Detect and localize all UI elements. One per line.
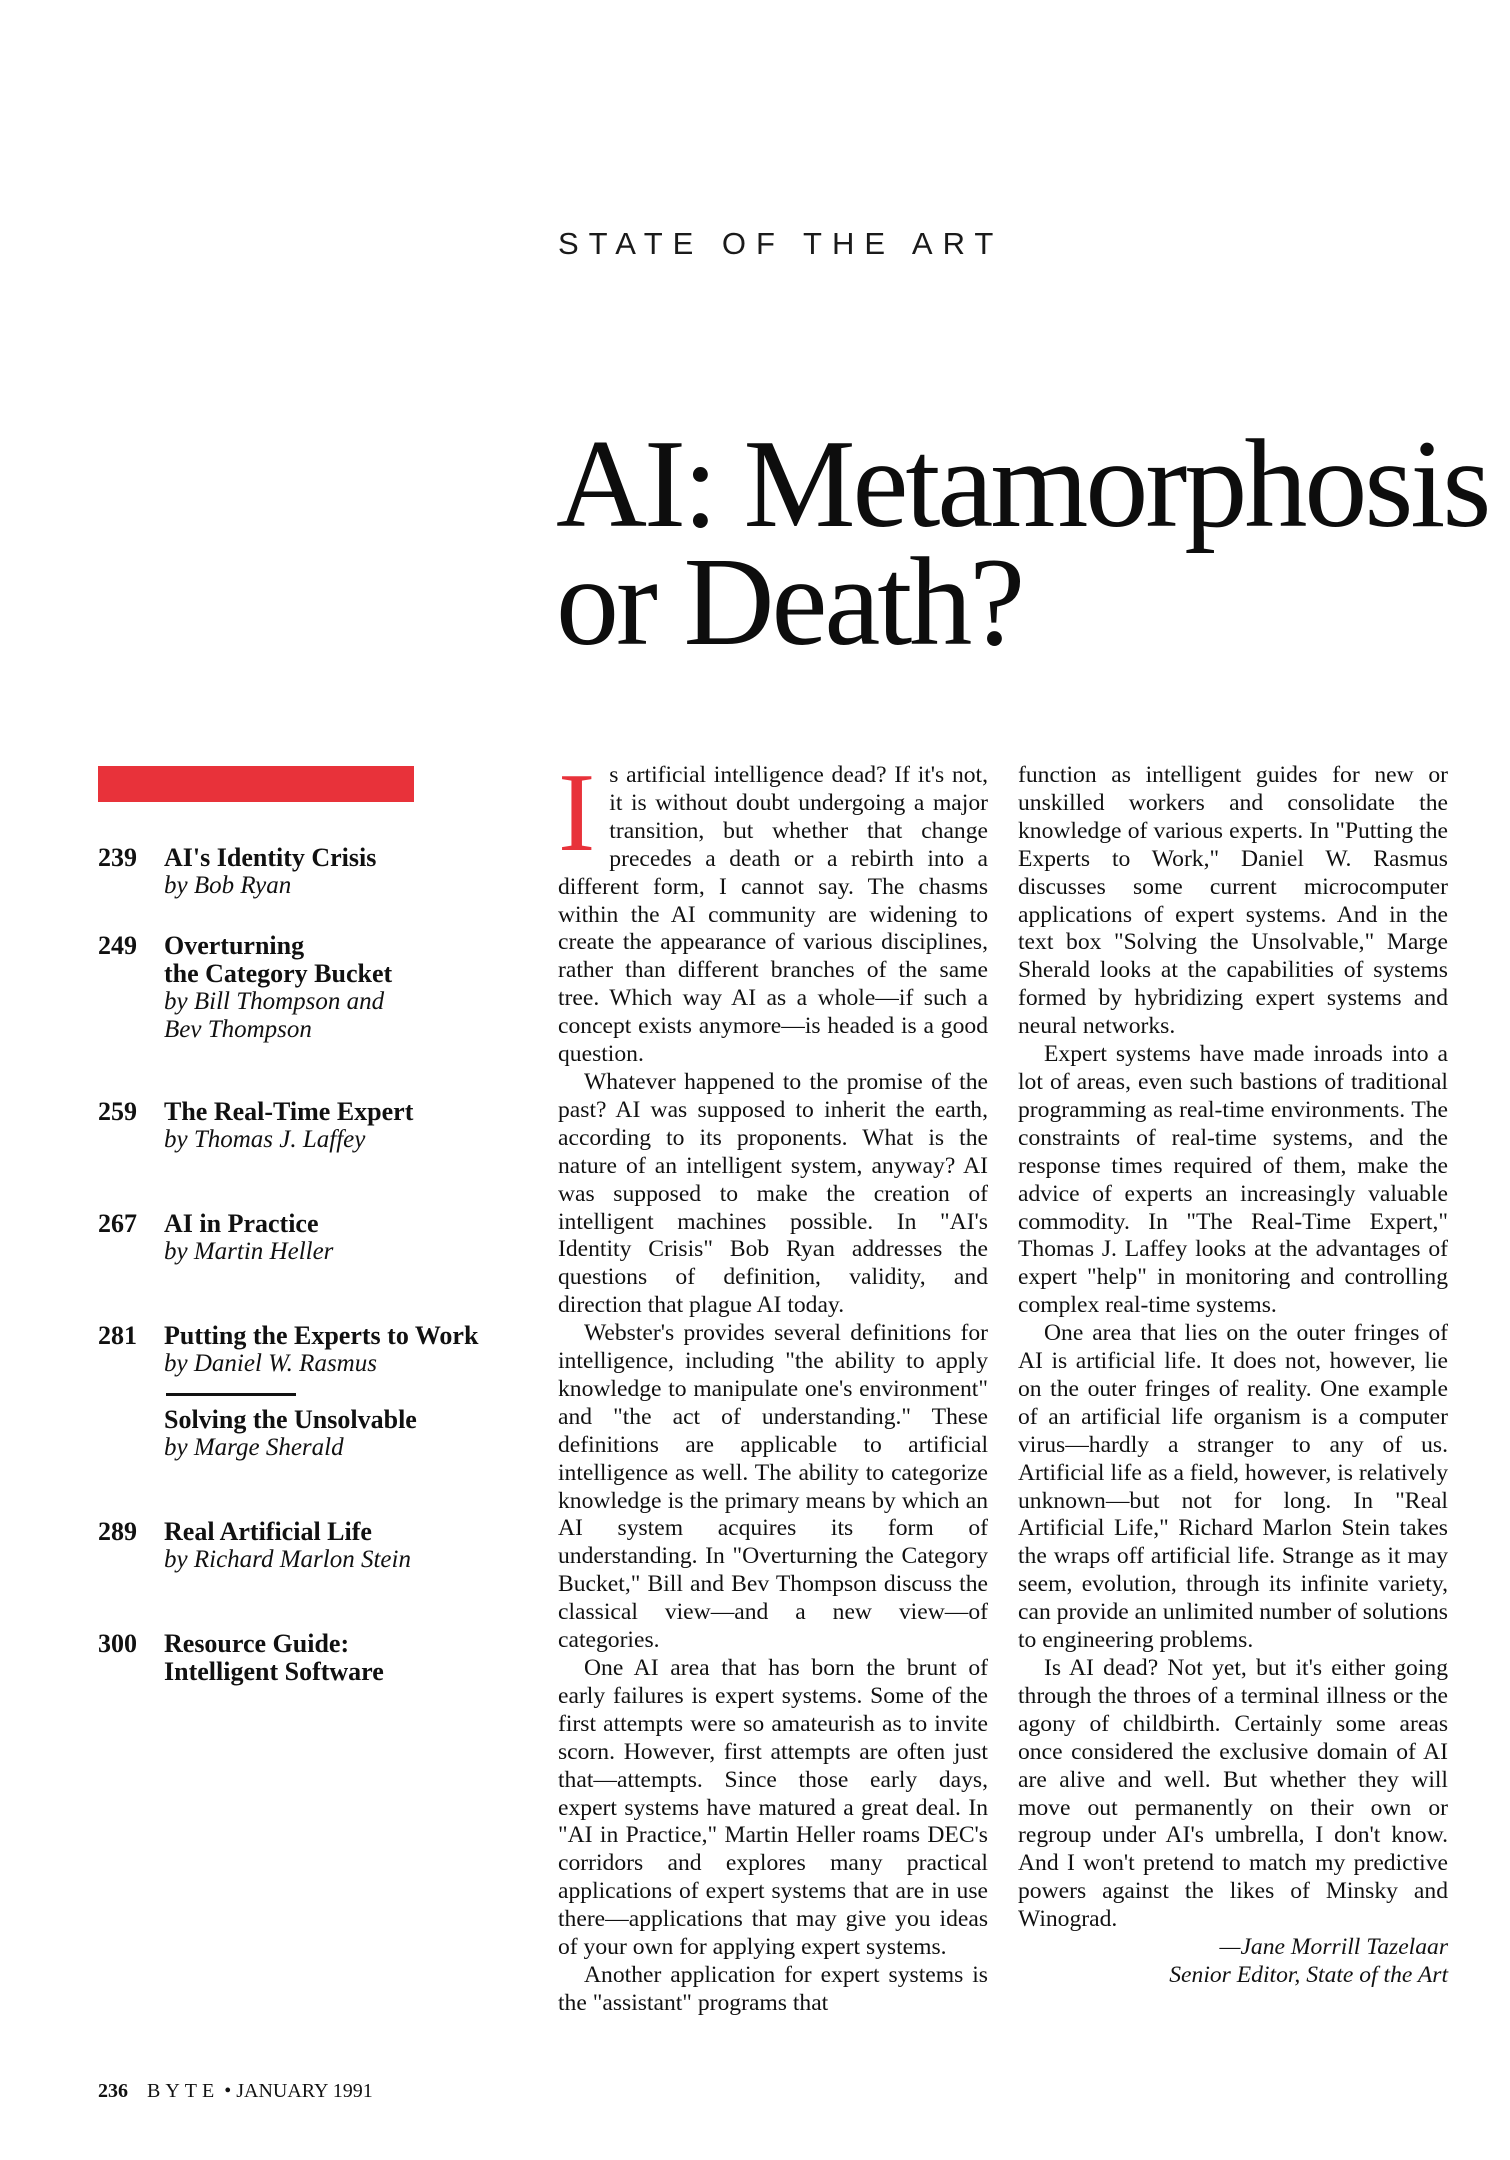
toc-title-line: Real Artificial Life <box>164 1517 372 1546</box>
toc-title-line: Intelligent Software <box>164 1657 384 1686</box>
accent-bar <box>98 766 414 802</box>
toc-title-line: Overturning <box>164 931 305 960</box>
footer-page-number: 236 <box>98 2080 128 2102</box>
toc-author-line: by Bill Thompson and <box>164 988 385 1015</box>
toc-title <box>164 844 524 872</box>
section-label: STATE OF THE ART <box>558 226 1004 261</box>
toc-title-line: Putting the Experts to Work <box>164 1321 479 1350</box>
toc-title <box>164 1518 524 1546</box>
paragraph-text: s artificial intelligence dead? If it's not, it is without doubt undergoing a major transition, but whether that change precedes a death or a rebirth into a different form, I cannot say. The chasms within the AI community are widening to create the appearance of various disciplines, rather than different branches of the same tree. Which way AI as a whole—if such a concept exists anymore—is headed is a good question. <box>558 762 988 1068</box>
page-footer <box>98 2080 373 2103</box>
toc-author <box>164 1126 524 1154</box>
toc-page-number: 267 <box>98 1209 137 1238</box>
toc-author <box>164 988 524 1044</box>
headline-line-2: or Death? <box>556 533 1023 672</box>
article-column-1 <box>558 751 988 2018</box>
article-paragraph: Expert systems have made inroads into a lot of areas, even such bastions of traditional programming as real-time environments. The constraints of real-time systems, and the response times required of them, make the advice of experts an increasingly valuable commodity. In "The Real-Time Expert," Thomas J. Laffey looks at the advantages of expert "help" in monitoring and controlling complex real-time systems. <box>1018 1041 1448 1319</box>
toc-page-number: 281 <box>98 1321 137 1350</box>
toc-page-number: 259 <box>98 1097 137 1126</box>
toc-author-line: by Martin Heller <box>164 1238 334 1265</box>
toc-title <box>164 1098 524 1126</box>
toc-title <box>164 1210 524 1238</box>
footer-issue: JANUARY 1991 <box>236 2080 373 2102</box>
toc-author <box>164 1350 524 1378</box>
toc-title <box>164 1630 524 1686</box>
toc-author <box>164 1434 524 1462</box>
article-paragraph <box>558 751 988 1069</box>
signature-name: —Jane Morrill Tazelaar <box>1219 1934 1448 1961</box>
drop-cap: I <box>558 751 596 875</box>
toc-title-line: Solving the Unsolvable <box>164 1405 417 1434</box>
headline-line-1: AI: Metamorphosis <box>556 415 1489 554</box>
article-paragraph: One AI area that has born the brunt of early failures is expert systems. Some of the first attempts were so amateurish as to invite scorn. However, first attempts are often just that—attempts. Since those early days, expert systems have matured a great deal. In "AI in Practice," Martin Heller roams DEC's corridors and explores many practical applications of expert systems that are in use there—applications that may give you ideas of your own for applying expert systems. <box>558 1655 988 1961</box>
toc-divider <box>166 1393 296 1396</box>
toc-title <box>164 1322 524 1350</box>
toc-title-line: The Real-Time Expert <box>164 1097 414 1126</box>
toc-page-number: 289 <box>98 1517 137 1546</box>
toc-author <box>164 872 524 900</box>
toc-title <box>164 1406 524 1434</box>
toc-page-number: 300 <box>98 1629 137 1658</box>
toc-author-line: by Bob Ryan <box>164 872 292 899</box>
footer-magazine: BYTE <box>147 2080 220 2102</box>
article-paragraph: Another application for expert systems is the "assistant" programs that <box>558 1961 988 2016</box>
footer-separator: • <box>224 2080 232 2102</box>
article-paragraph: One area that lies on the outer fringes of AI is artificial life. It does not, however, lie on the outer fringes of reality. One example of an artificial life organism is a computer virus—hardly a stranger to any of us. Artificial life as a field, however, is relatively unknown—but not for long. In "Real Artificial Life," Richard Marlon Stein takes the wraps off artificial life. Strange as it may seem, evolution, through its infinite variety, can provide an unlimited number of solutions to engineering problems. <box>1018 1320 1448 1654</box>
toc-title-line: the Category Bucket <box>164 959 393 988</box>
toc-page-number: 249 <box>98 931 137 960</box>
toc-title <box>164 932 524 988</box>
toc-page-number: 239 <box>98 843 137 872</box>
article-paragraph: function as intelligent guides for new or unskilled workers and consolidate the knowledge of various experts. In "Putting the Experts to Work," Daniel W. Rasmus discusses some current microcomputer applications of expert systems. And in the text box "Solving the Unsolvable," Marge Sherald looks at the capabilities of systems formed by hybridizing expert systems and neural networks. <box>1018 762 1448 1040</box>
signature-role: Senior Editor, State of the Art <box>1169 1961 1448 1988</box>
toc-author-line: by Richard Marlon Stein <box>164 1546 411 1573</box>
article-paragraph: Is AI dead? Not yet, but it's either going through the throes of a terminal illness or the agony of childbirth. Certainly some areas once considered the exclusive domain of AI are alive and well. But whether they will move out permanently on their own or regroup under AI's umbrella, I don't know. And I won't pretend to match my predictive powers against the likes of Minsky and Winograd. <box>1018 1655 1448 1933</box>
toc-author-line: by Marge Sherald <box>164 1434 344 1461</box>
article-paragraph: Whatever happened to the promise of the past? AI was supposed to inherit the earth, according to its proponents. What is the nature of an intelligent system, anyway? AI was supposed to make the creation of intelligent machines possible. In "AI's Identity Crisis" Bob Ryan addresses the questions of definition, validity, and direction that plague AI today. <box>558 1068 988 1319</box>
toc-author-line: by Daniel W. Rasmus <box>164 1350 377 1377</box>
toc-author-line: by Thomas J. Laffey <box>164 1126 366 1153</box>
toc-author <box>164 1546 524 1574</box>
article-column-2 <box>1018 762 1448 1990</box>
toc-title-line: AI's Identity Crisis <box>164 843 377 872</box>
toc-title-line: Resource Guide: <box>164 1629 350 1658</box>
article-headline <box>556 415 1489 672</box>
toc-title-line: AI in Practice <box>164 1209 319 1238</box>
article-paragraph: Webster's provides several definitions for intelligence, including "the ability to apply knowledge to manipulate one's environment" and "the act of understanding." These definitions are applicable to artificial intelligence as well. The ability to categorize knowledge is the primary means by which an AI system acquires its form of understanding. In "Overturning the Category Bucket," Bill and Bev Thompson discuss the classical view—and a new view—of categories. <box>558 1320 988 1654</box>
toc-author <box>164 1238 524 1266</box>
toc-author-line: Bev Thompson <box>164 1016 312 1043</box>
